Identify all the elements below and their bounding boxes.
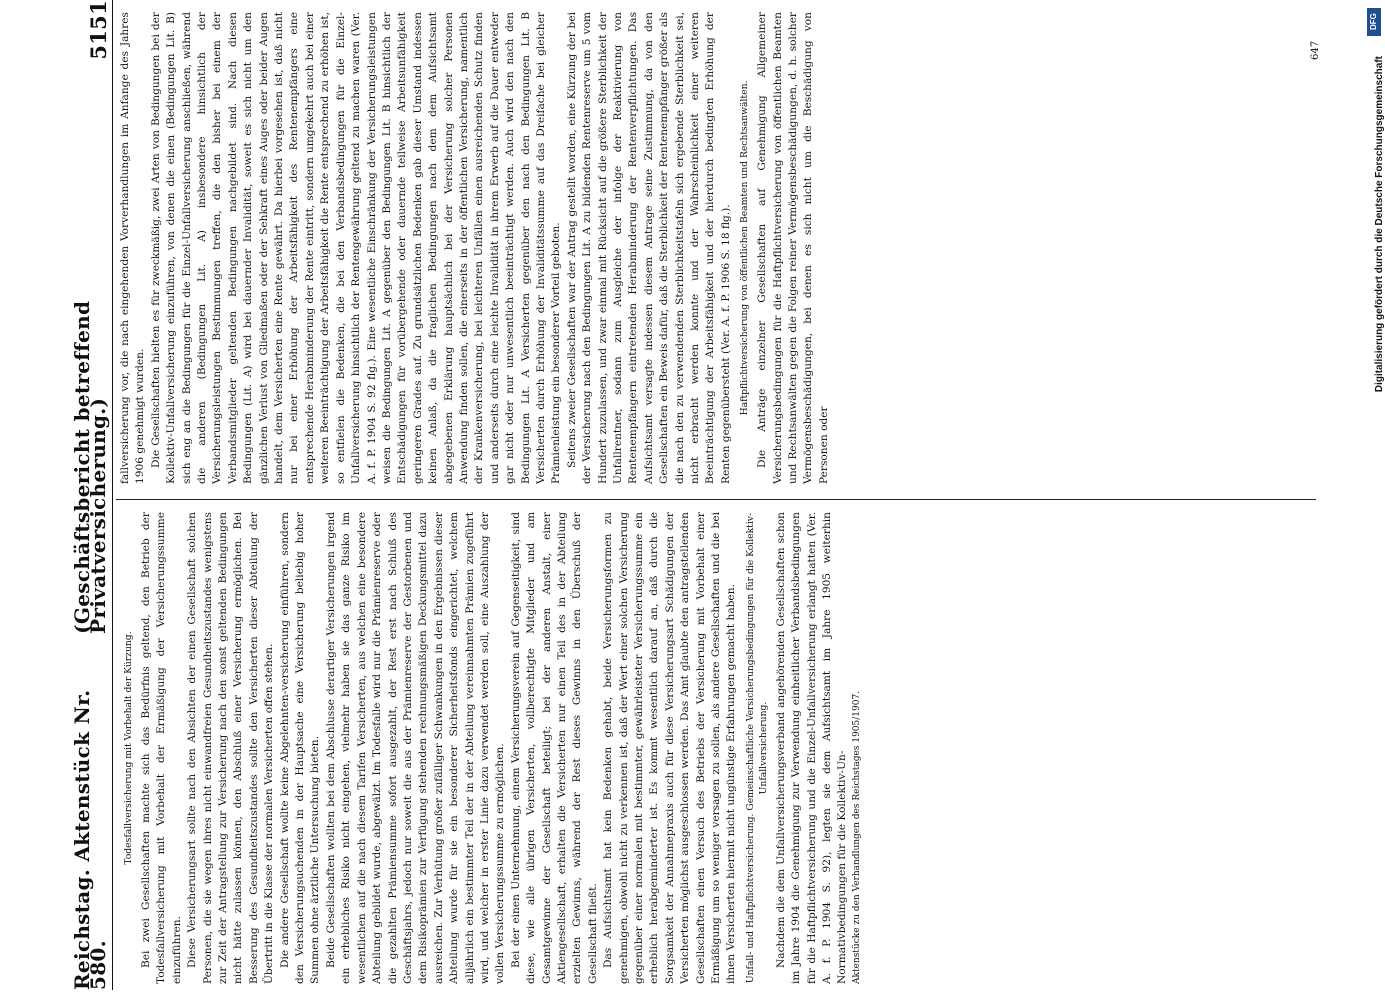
- paragraph: fallversicherung vor, die nach eingehenden Vorverhandlungen im Anfange des Jahres 1906 genehmigt wurden.: [119, 12, 147, 484]
- paragraph: Beide Gesellschaften wollten bei dem Abschlusse derartiger Versicherungen irgend ein erhebliches Risiko nicht eingehen, vielmehr haben sie das ganze Risiko im wesentlichen auf die nach diesem Tarifen Versicherten, aus welchen eine besondere Abteilung gebildet wurde, abgewälzt. Im Todesfalle wird nur die Prämienreserve oder die gezahlten Prämiensumme sofort ausgezahlt, der Rest erst nach Schluß des Geschäftsjahrs, jedoch nur soweit die aus der Prämienreserve der Gestorbenen und dem Risikoprämien zur Verfügung stehenden rechnungsmäßigen Deckungsmittel dazu ausreichen. Zur Verhütung großer zufälliger Schwankungen in den Ergebnissen dieser Abteilung wurde für sie ein besonderer Sicherheitsfonds eingerichtet, welchem alljährlich ein bestimmter Teil der in der Abteilung vereinnahmten Prämien zugeführt wird, und welcher in erster Linie dazu verwendet werden soll, eine Auszahlung der vollen Versicherungssumme zu ermöglichen.: [324, 512, 507, 984]
- header-title: (Geschäftsbericht betreffend Privatversicherung.): [70, 300, 110, 634]
- paragraph: Diese Versicherungsart sollte nach den Absichten der einen Gesellschaft solchen Personen, die sie wegen ihres nicht einwandfreien Gesundheitszustandes wenigstens zur Zeit der Antragstellung zur Versicherung nach den sonst geltenden Bedingungen nicht hätte zulassen können, den Abschluß einer Versicherung ermöglichen. Bei Besserung des Gesundheitszustandes sollte den Versicherten dieser Abteilung der Übertritt in die Klasse der normalen Versicherten offen stehen.: [186, 512, 276, 984]
- page-number: 5151: [85, 0, 111, 60]
- page-footnote: Aktenstücke zu den Verhandlungen des Reichstages 1905/1907.: [851, 690, 862, 984]
- header-left: Reichstag. Aktenstück Nr. 580.: [70, 689, 110, 990]
- dfg-logo: DFG: [1367, 8, 1381, 36]
- dfg-attribution-text: Digitalisierung gefördert durch die Deutsche Forschungsgemeinschaft: [1374, 56, 1385, 393]
- rotated-document-page: [32, 0, 1352, 990]
- running-header: [70, 0, 111, 990]
- column-divider: [116, 499, 1316, 500]
- right-column: [118, 12, 1308, 484]
- sheet-number: 647: [1310, 40, 1321, 60]
- section-heading-haftpflicht: Haftpflichtversicherung von öffentlichen Beamten und Rechtsanwälten.: [739, 80, 751, 416]
- paragraph: Seitens zweier Gesellschaften war der Antrag gestellt worden, eine Kürzung der bei der Versicherung nach den Bedingungen Lit. A zu bildenden Rentenreserve um 5 vom Hundert zuzulassen, und zwar einmal mit Rücksicht auf die größere Sterblichkeit der Unfallrentner, sodann zum Ausgleiche der infolge der Reaktivierung von Rentenempfängern eintretenden Herabminderung der Rentenverpflichtungen. Das Aufsichtsamt versagte indessen diesem Antrage seine Zustimmung, da von den Gesellschaften ein Beweis dafür, daß die Sterblichkeit der Rentenempfänger größer als die nach den zu verwendenden Sterblichkeitstafeln sich ergebende Sterblichkeit sei, nicht erbracht werden konnte und der Wahrscheinlichkeit einer weiteren Beeinträchtigung der Arbeitsfähigkeit und der hierdurch bedingten Erhöhung der Renten gegenübersteht (Ver. A. f. P. 1906 S. 18 flg.).: [565, 12, 732, 484]
- paragraph: Bei zwei Gesellschaften machte sich das Bedürfnis geltend, den Betrieb der Todesfallversicherung mit Vorbehalt der Ermäßigung der Versicherungssumme einzuführen.: [140, 512, 183, 984]
- section-heading-todesfall: Todesfallversicherung mit Vorbehalt der Kürzung.: [123, 631, 134, 865]
- section-heading-unfall: Unfall- und Haftpflichtversicherung. Gemeinschaftliche Versicherungsbedingungen für die Kollektiv-Unfallversicherung.: [744, 512, 769, 984]
- paragraph: Nachdem die dem Unfallversicherungsverband angehörenden Gesellschaften schon im Jahre 1904 die Genehmigung zur Verwendung einheitlicher Verbandsbedingungen für die Haftpflichtversicherung und die Einzel-Unfallversicherung erlangt hatten (Ver. A. f. P. 1904 S. 92), legten sie dem Aufsichtsamt im Jahre 1905 weiterhin Normativbedingungen für die Kollektiv-Un-: [774, 512, 849, 984]
- paragraph: Die Anträge einzelner Gesellschaften auf Genehmigung Allgemeiner Versicherungsbedingungen für die Haftpflichtversicherung von öffentlichen Beamten und Rechtsanwälten gegen die Folgen reiner Vermögensbeschädigungen, d. h. solcher Vermögensbeschädigungen, bei denen es sich nicht um die Beschädigung von Personen oder: [756, 12, 830, 484]
- paragraph: Bei der einen Unternehmung, einem Versicherungsverein auf Gegenseitigkeit, sind diese, wie alle übrigen Versicherten, vollberechtigte Mitglieder und am Gesamtgewinne der Gesellschaft beteiligt; bei der anderen Anstalt, einer Aktiengesellschaft, erhalten die Versicherten nur einen Teil des in der Abteilung erzielten Gewinns, während der Rest dieses Gewinns in den Überschuß der Gesellschaft fließt.: [509, 512, 599, 984]
- dfg-attribution: [1367, 8, 1385, 408]
- paragraph: Das Aufsichtsamt hat kein Bedenken gehabt, beide Versicherungsformen zu genehmigen, obwohl nicht zu verkennen ist, daß der Wert einer solchen Versicherung gegenüber einer normalen mit bestimmter, gewährleisteter Versicherungssumme ein erheblich herabgeminderter ist. Es kommt wesentlich darauf an, daß durch die Sorgsamkeit der Annahmepraxis auch für diese Versicherungsart Schädigungen der Versicherten möglichst ausgeschlossen werden. Das Amt glaubte den antragstellenden Gesellschaften einen Versuch des Betriebs der Versicherung mit Vorbehalt einer Ermäßigung um so weniger versagen zu sollen, als andere Gesellschaften und die bei ihnen Versicherten hiermit nicht ungünstige Erfahrungen gemacht haben.: [602, 512, 738, 984]
- left-column: [118, 512, 1308, 984]
- paragraph: Die andere Gesellschaft wollte keine Abgelehnten-versicherung einführen, sondern den Versicherungsuchenden in der Hauptsache eine Versicherung beliebig hoher Summen ohne ärztliche Untersuchung bieten.: [278, 512, 322, 984]
- paragraph: Die Gesellschaften hielten es für zweckmäßig, zwei Arten von Bedingungen bei der Kollektiv-Unfallversicherung einzuführen, von denen die einen (Bedingungen Lit. B) sich eng an die Bedingungen für die Einzel-Unfallversicherung anschließen, während die anderen (Bedingungen Lit. A) insbesondere hinsichtlich der Versicherungsleistungen Bestimmungen treffen, die den bisher bei einem der Verbandsmitglieder geltenden Bedingungen nachgebildet sind. Nach diesen Bedingungen (Lit. A) wird bei dauernder Invalidität, soweit es sich nicht um den gänzlichen Verlust von Gliedmaßen oder der Sehkraft eines Auges oder beider Augen handelt, dem Versicherten eine Rente gewährt. Da hierbei vorgesehen ist, daß nicht nur bei einer Erhöhung der Arbeitsfähigkeit des Rentenempfängers eine entsprechende Herabminderung der Rente eintritt, sondern umgekehrt auch bei einer weiteren Beeinträchtigung der Arbeitsfähigkeit die Rente entsprechend zu erhöhen ist, so entfielen die Bedenken, die bei den Verbandsbedingungen für die Einzel-Unfallversicherung hinsichtlich der Rentengewährung geltend zu machen waren (Ver. A. f. P. 1904 S. 92 flg.). Eine wesentliche Einschränkung der Versicherungsleistungen weisen die Bedingungen Lit. A gegenüber den Bedingungen Lit. B hinsichtlich der Entschädigungen für vorübergehende oder dauernde teilweise Arbeitsunfähigkeit geringeren Grades auf. Zu grundsätzlichen Bedenken gab dieser Umstand indessen keinen Anlaß, da die fraglichen Bedingungen nach dem dem Aufsichtsamt abgegebenen Erklärung hauptsächlich bei der Versicherung solcher Personen Anwendung finden sollen, die einerseits in der öffentlichen Versicherung, namentlich der Krankenversicherung, bei leichteren Unfällen einen ausreichenden Schutz finden und anderseits durch eine leichte Invalidität in ihrem Erwerb auf die Dauer entweder gar nicht oder nur unwesentlich beeinträchtigt werden. Auch wird den nach den Bedingungen Lit. A Versicherten gegenüber den nach den Bedingungen Lit. B Versicherten durch Erhöhung der Invaliditätssumme auf das Dreifache bei gleicher Prämienleistung ein besonderer Vorteil geboten.: [149, 12, 563, 484]
- header-rule: [112, 0, 113, 990]
